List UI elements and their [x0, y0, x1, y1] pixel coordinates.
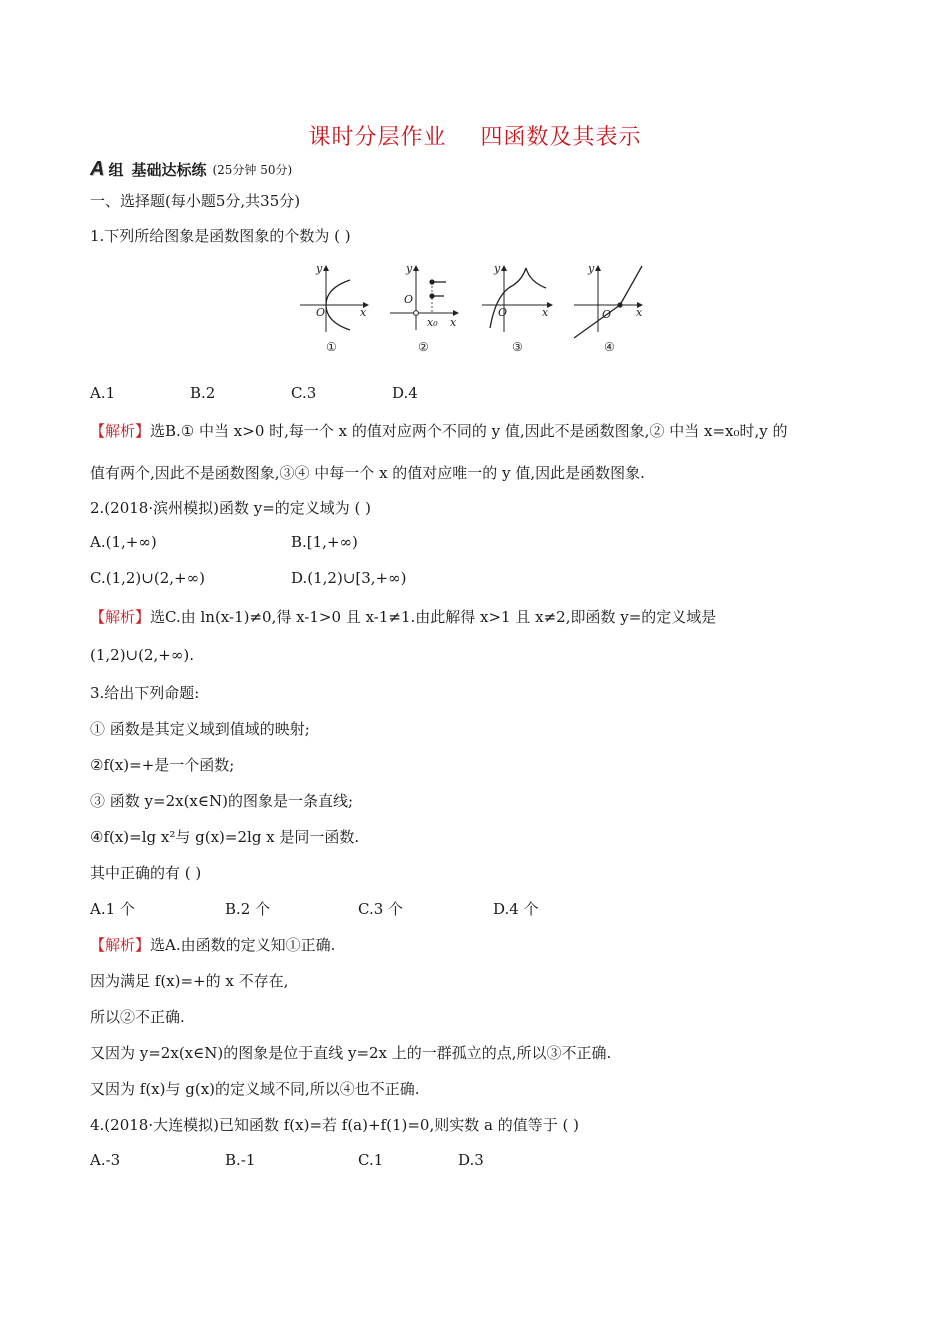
graph4-origin: O: [602, 308, 612, 321]
q3-item-4: ④f(x)=lg x²与 g(x)=2lg x 是同一函数.: [90, 828, 360, 846]
q1-analysis-line2: 值有两个,因此不是函数图象,③④ 中每一个 x 的值对应唯一的 y 值,因此是函数图象.: [90, 464, 645, 482]
q2-option-c: C.(1,2)∪(2,+∞): [90, 569, 205, 587]
q3-analysis-line4: 又因为 y=2x(x∈N)的图象是位于直线 y=2x 上的一群孤立的点,所以③不正确.: [90, 1044, 612, 1062]
section-heading: 一、选择题(每小题5分,共35分): [90, 192, 301, 210]
graph2-x-label: x: [450, 316, 457, 329]
group-badge: A: [90, 158, 105, 180]
q3-option-a: A.1 个: [90, 900, 135, 918]
q3-analysis-tag: 【解析】: [90, 936, 151, 954]
q3-stem: 3.给出下列命题:: [90, 684, 200, 702]
q3-option-b: B.2 个: [225, 900, 271, 918]
q1-stem: 1.下列所给图象是函数图象的个数为 ( ): [90, 227, 351, 245]
q1-analysis-tag: 【解析】: [90, 422, 151, 440]
q1-option-b: B.2: [190, 384, 216, 402]
q2-analysis-line2: (1,2)∪(2,+∞).: [90, 646, 194, 664]
q2-analysis-line1: [90, 606, 716, 627]
q3-analysis-text1: 选A.由函数的定义知①正确.: [150, 936, 336, 954]
q2-stem: 2.(2018·滨州模拟)函数 y=的定义域为 ( ): [90, 499, 372, 517]
q2-analysis-tag: 【解析】: [90, 608, 151, 626]
graph4-caption: ④: [604, 340, 615, 354]
q3-analysis-line5: 又因为 f(x)与 g(x)的定义域不同,所以④也不正确.: [90, 1080, 420, 1098]
q3-option-d: D.4 个: [493, 900, 539, 918]
q1-analysis-text1: 选B.① 中当 x>0 时,每一个 x 的值对应两个不同的 y 值,因此不是函数图象,② 中当 x=x₀时,y 的: [150, 422, 788, 440]
q3-item-1: ① 函数是其定义域到值域的映射;: [90, 720, 310, 738]
graph3-y-label: y: [494, 262, 501, 275]
q1-graphs-figure: [290, 258, 660, 358]
q3-option-c: C.3 个: [358, 900, 404, 918]
graph1-caption: ①: [326, 340, 337, 354]
graph4-x-label: x: [636, 306, 643, 319]
graph-1: [300, 262, 368, 354]
group-header: [90, 158, 292, 181]
graph3-caption: ③: [512, 340, 523, 354]
q2-option-b: B.[1,+∞): [291, 533, 358, 551]
q4-option-b: B.-1: [225, 1151, 256, 1169]
q3-item-2: ②f(x)=+是一个函数;: [90, 756, 235, 774]
graph4-y-label: y: [588, 262, 595, 275]
graph2-origin: O: [404, 293, 414, 306]
graph2-caption: ②: [418, 340, 429, 354]
q2-analysis-text1: 选C.由 ln(x-1)≠0,得 x-1>0 且 x-1≠1.由此解得 x>1 且 x≠2,即函数 y=的定义域是: [150, 608, 717, 626]
q2-option-a: A.(1,+∞): [90, 533, 157, 551]
q4-option-a: A.-3: [90, 1151, 121, 1169]
graph-2: [390, 262, 458, 354]
graph1-x-label: x: [360, 306, 367, 319]
graph-3: [482, 262, 552, 354]
q2-option-d: D.(1,2)∪[3,+∞): [291, 569, 407, 587]
group-time: (25分钟 50分): [212, 163, 293, 177]
q1-option-d: D.4: [392, 384, 418, 402]
q3-item-3: ③ 函数 y=2x(x∈N)的图象是一条直线;: [90, 792, 354, 810]
graph-4: [574, 262, 643, 354]
q1-analysis-line1: [90, 420, 788, 441]
q3-analysis-line2: 因为满足 f(x)=+的 x 不存在,: [90, 972, 289, 990]
graph1-y-label: y: [316, 262, 323, 275]
graph3-x-label: x: [542, 306, 549, 319]
group-name: 组: [108, 161, 124, 179]
title-part1: 课时分层作业: [308, 125, 447, 150]
graph3-origin: O: [498, 306, 508, 319]
q3-ask: 其中正确的有 ( ): [90, 864, 202, 882]
q4-stem: 4.(2018·大连模拟)已知函数 f(x)=若 f(a)+f(1)=0,则实数 a 的值等于 ( ): [90, 1116, 579, 1134]
q4-option-c: C.1: [358, 1151, 384, 1169]
title-part2: 四函数及其表示: [480, 125, 642, 150]
page-title: [0, 120, 950, 151]
group-title: 基础达标练: [131, 161, 207, 179]
q1-option-c: C.3: [291, 384, 317, 402]
q1-option-a: A.1: [90, 384, 116, 402]
graph2-y-label: y: [406, 262, 413, 275]
graph2-x0-label: x₀: [427, 316, 438, 329]
q3-analysis-line3: 所以②不正确.: [90, 1008, 185, 1026]
graph1-origin: O: [316, 306, 326, 319]
q3-analysis-line1: [90, 934, 335, 955]
q4-option-d: D.3: [458, 1151, 484, 1169]
